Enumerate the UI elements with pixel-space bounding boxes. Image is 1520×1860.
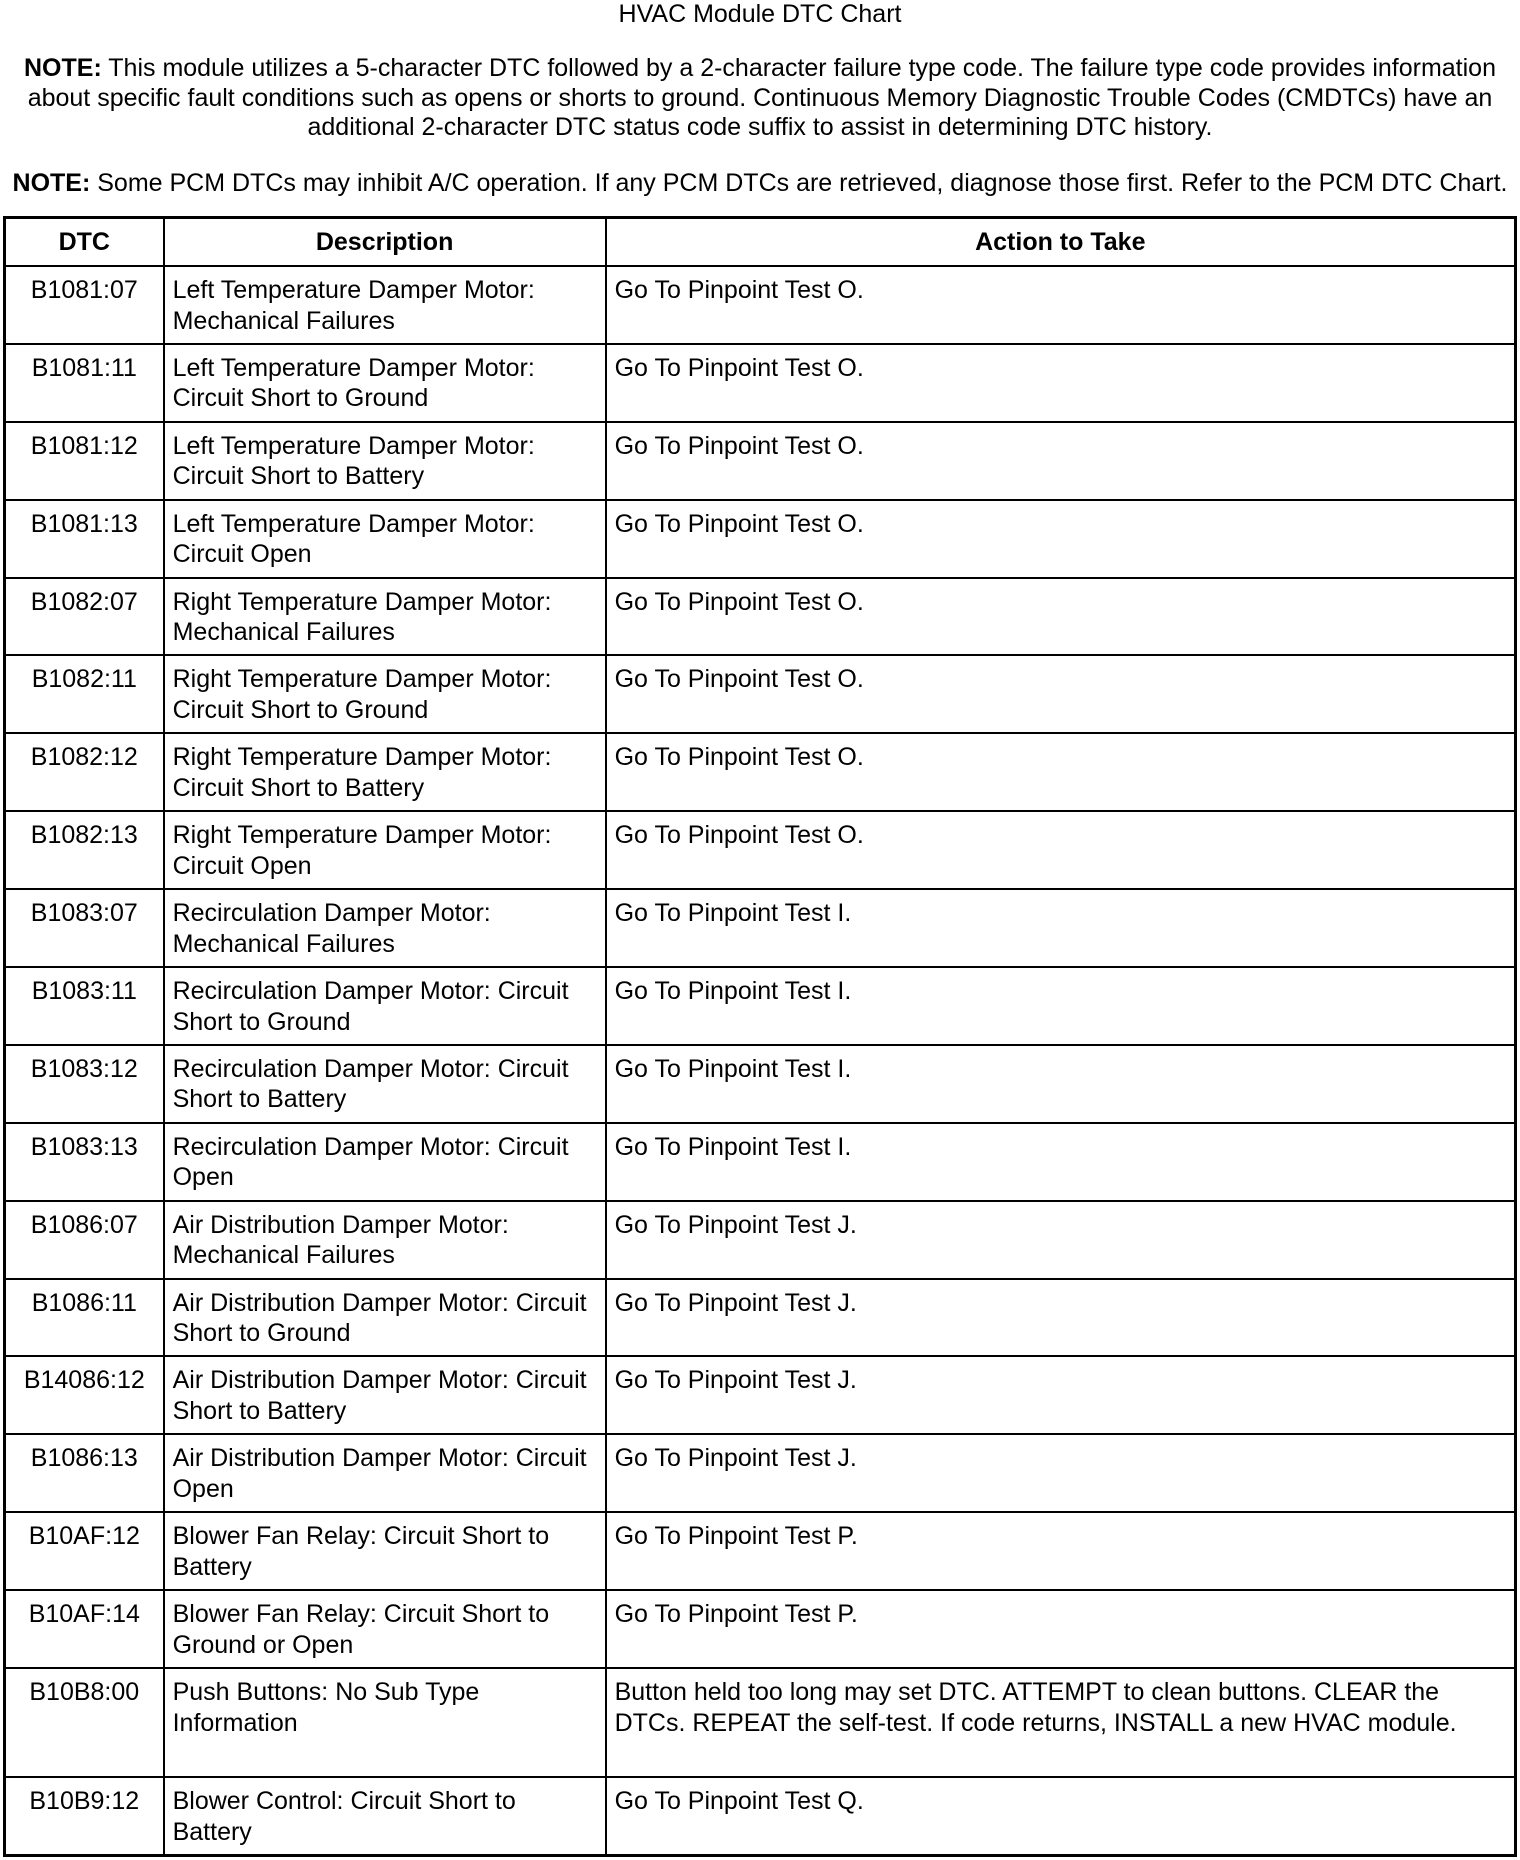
dtc-code-cell: B1081:07 bbox=[6, 267, 165, 343]
action-line: Go To Pinpoint Test P. bbox=[614, 1600, 858, 1629]
column-header-description: Description bbox=[165, 219, 607, 265]
table-row bbox=[6, 579, 1514, 657]
description-line: Circuit Short to Battery bbox=[172, 773, 425, 802]
action-line: Go To Pinpoint Test I. bbox=[614, 1054, 852, 1083]
chart-title: HVAC Module DTC Chart bbox=[618, 0, 902, 28]
dtc-code-cell: B1082:07 bbox=[6, 579, 165, 655]
description-line: Mechanical Failures bbox=[172, 618, 395, 647]
description-cell bbox=[165, 656, 607, 732]
description-cell bbox=[165, 1591, 607, 1667]
note-text: Some PCM DTCs may inhibit A/C operation. If any PCM DTCs are retrieved, diagnose those first. Refer to the PCM DTC Chart. bbox=[97, 169, 1508, 198]
action-line: DTCs. REPEAT the self-test. If code returns, INSTALL a new HVAC module. bbox=[614, 1708, 1457, 1737]
description-cell bbox=[165, 968, 607, 1044]
action-line: Go To Pinpoint Test O. bbox=[614, 353, 864, 382]
action-line: Go To Pinpoint Test J. bbox=[614, 1210, 857, 1239]
action-cell bbox=[607, 1435, 1514, 1511]
description-cell bbox=[165, 1778, 607, 1854]
dtc-code-cell: B1083:12 bbox=[6, 1046, 165, 1122]
action-cell bbox=[607, 1124, 1514, 1200]
action-cell bbox=[607, 1669, 1514, 1776]
description-line: Short to Ground bbox=[172, 1319, 351, 1348]
note-label: NOTE: bbox=[12, 169, 91, 198]
action-cell bbox=[607, 1513, 1514, 1589]
description-cell bbox=[165, 1124, 607, 1200]
table-row bbox=[6, 501, 1514, 579]
dtc-code-cell: B1081:12 bbox=[6, 423, 165, 499]
action-cell bbox=[607, 345, 1514, 421]
description-line: Right Temperature Damper Motor: bbox=[172, 587, 552, 616]
description-line: Short to Battery bbox=[172, 1085, 347, 1114]
description-line: Air Distribution Damper Motor: Circuit bbox=[172, 1366, 587, 1395]
description-line: Circuit Short to Battery bbox=[172, 462, 425, 491]
action-line: Go To Pinpoint Test P. bbox=[614, 1522, 858, 1551]
dtc-code-cell: B1083:07 bbox=[6, 890, 165, 966]
description-cell bbox=[165, 1669, 607, 1776]
dtc-code-cell: B10B8:00 bbox=[6, 1669, 165, 1776]
action-line: Go To Pinpoint Test I. bbox=[614, 1132, 852, 1161]
description-line: Battery bbox=[172, 1817, 252, 1846]
description-line: Mechanical Failures bbox=[172, 1241, 395, 1270]
description-line: Blower Control: Circuit Short to bbox=[172, 1787, 516, 1816]
table-row bbox=[6, 423, 1514, 501]
action-line: Go To Pinpoint Test Q. bbox=[614, 1787, 864, 1816]
action-cell bbox=[607, 1280, 1514, 1356]
table-row bbox=[6, 656, 1514, 734]
description-line: Air Distribution Damper Motor: Circuit bbox=[172, 1288, 587, 1317]
description-cell bbox=[165, 1513, 607, 1589]
description-cell bbox=[165, 1202, 607, 1278]
description-line: Circuit Short to Ground bbox=[172, 384, 429, 413]
description-line: Air Distribution Damper Motor: Circuit bbox=[172, 1444, 587, 1473]
table-row bbox=[6, 1124, 1514, 1202]
action-line: Go To Pinpoint Test O. bbox=[614, 821, 864, 850]
dtc-code-cell: B1083:13 bbox=[6, 1124, 165, 1200]
dtc-code-cell: B10B9:12 bbox=[6, 1778, 165, 1854]
table-row bbox=[6, 267, 1514, 345]
description-line: Recirculation Damper Motor: Circuit bbox=[172, 1054, 569, 1083]
action-cell bbox=[607, 267, 1514, 343]
note-line bbox=[0, 54, 1520, 84]
dtc-code-cell: B1081:13 bbox=[6, 501, 165, 577]
note-line: about specific fault conditions such as opens or shorts to ground. Continuous Memory Diagnostic Trouble Codes (CMDTCs) have an bbox=[27, 83, 1493, 112]
table-row bbox=[6, 1778, 1514, 1854]
description-line: Right Temperature Damper Motor: bbox=[172, 821, 552, 850]
table-row bbox=[6, 1046, 1514, 1124]
description-line: Open bbox=[172, 1163, 234, 1192]
description-line: Push Buttons: No Sub Type bbox=[172, 1678, 480, 1707]
action-cell bbox=[607, 812, 1514, 888]
description-cell bbox=[165, 1435, 607, 1511]
table-header-row bbox=[6, 219, 1514, 267]
description-cell bbox=[165, 579, 607, 655]
action-cell bbox=[607, 656, 1514, 732]
dtc-code-cell: B1082:13 bbox=[6, 812, 165, 888]
dtc-code-cell: B1086:11 bbox=[6, 1280, 165, 1356]
description-line: Recirculation Damper Motor: bbox=[172, 899, 491, 928]
description-line: Blower Fan Relay: Circuit Short to bbox=[172, 1522, 550, 1551]
description-cell bbox=[165, 267, 607, 343]
note-dtc-format bbox=[0, 54, 1520, 143]
table-row bbox=[6, 1435, 1514, 1513]
description-line: Ground or Open bbox=[172, 1630, 354, 1659]
description-line: Mechanical Failures bbox=[172, 929, 395, 958]
action-line: Go To Pinpoint Test J. bbox=[614, 1444, 857, 1473]
action-line: Go To Pinpoint Test J. bbox=[614, 1366, 857, 1395]
note-pcm-dtcs bbox=[0, 169, 1520, 199]
table-row bbox=[6, 968, 1514, 1046]
description-line: Left Temperature Damper Motor: bbox=[172, 509, 535, 538]
description-line: Recirculation Damper Motor: Circuit bbox=[172, 977, 569, 1006]
dtc-table bbox=[3, 216, 1517, 1857]
description-line: Left Temperature Damper Motor: bbox=[172, 276, 535, 304]
table-row bbox=[6, 1357, 1514, 1435]
action-line: Go To Pinpoint Test O. bbox=[614, 743, 864, 772]
dtc-code-cell: B14086:12 bbox=[6, 1357, 165, 1433]
action-cell bbox=[607, 890, 1514, 966]
description-line: Short to Battery bbox=[172, 1396, 347, 1425]
table-row bbox=[6, 890, 1514, 968]
dtc-code-cell: B1082:11 bbox=[6, 656, 165, 732]
description-cell bbox=[165, 1357, 607, 1433]
description-cell bbox=[165, 812, 607, 888]
description-cell bbox=[165, 423, 607, 499]
column-header-action: Action to Take bbox=[975, 227, 1146, 256]
description-line: Right Temperature Damper Motor: bbox=[172, 743, 552, 772]
action-cell bbox=[607, 1046, 1514, 1122]
description-cell bbox=[165, 890, 607, 966]
description-line: Mechanical Failures bbox=[172, 306, 395, 335]
action-line: Go To Pinpoint Test O. bbox=[614, 509, 864, 538]
action-line: Go To Pinpoint Test O. bbox=[614, 431, 864, 460]
action-cell bbox=[607, 579, 1514, 655]
dtc-code-cell: B1083:11 bbox=[6, 968, 165, 1044]
action-line: Go To Pinpoint Test I. bbox=[614, 977, 852, 1006]
note-label: NOTE: bbox=[24, 54, 102, 82]
note-line bbox=[0, 169, 1520, 199]
action-line: Go To Pinpoint Test I. bbox=[614, 899, 852, 928]
dtc-code-cell: B10AF:12 bbox=[6, 1513, 165, 1589]
table-row bbox=[6, 1591, 1514, 1669]
description-line: Left Temperature Damper Motor: bbox=[172, 431, 535, 460]
description-cell bbox=[165, 501, 607, 577]
action-cell bbox=[607, 423, 1514, 499]
action-line: Go To Pinpoint Test O. bbox=[614, 276, 864, 304]
table-row bbox=[6, 1202, 1514, 1280]
table-row bbox=[6, 1513, 1514, 1591]
table-row bbox=[6, 1280, 1514, 1358]
description-cell bbox=[165, 345, 607, 421]
description-line: Air Distribution Damper Motor: bbox=[172, 1210, 509, 1239]
column-header-dtc: DTC bbox=[6, 219, 165, 265]
description-line: Circuit Short to Ground bbox=[172, 695, 429, 724]
action-line: Go To Pinpoint Test J. bbox=[614, 1288, 857, 1317]
action-cell bbox=[607, 1778, 1514, 1854]
description-line: Blower Fan Relay: Circuit Short to bbox=[172, 1600, 550, 1629]
action-cell bbox=[607, 734, 1514, 810]
action-line: Go To Pinpoint Test O. bbox=[614, 665, 864, 694]
action-cell bbox=[607, 1591, 1514, 1667]
table-body bbox=[6, 267, 1514, 1854]
description-line: Battery bbox=[172, 1552, 252, 1581]
description-line: Recirculation Damper Motor: Circuit bbox=[172, 1132, 569, 1161]
note-line: additional 2-character DTC status code suffix to assist in determining DTC history. bbox=[307, 113, 1213, 142]
dtc-code-cell: B1082:12 bbox=[6, 734, 165, 810]
description-cell bbox=[165, 1280, 607, 1356]
table-row bbox=[6, 812, 1514, 890]
action-cell bbox=[607, 1202, 1514, 1278]
table-row bbox=[6, 734, 1514, 812]
action-line: Button held too long may set DTC. ATTEMPT to clean buttons. CLEAR the bbox=[614, 1678, 1440, 1707]
description-line: Right Temperature Damper Motor: bbox=[172, 665, 552, 694]
action-line: Go To Pinpoint Test O. bbox=[614, 587, 864, 616]
dtc-code-cell: B1081:11 bbox=[6, 345, 165, 421]
action-cell bbox=[607, 968, 1514, 1044]
description-cell bbox=[165, 1046, 607, 1122]
dtc-code-cell: B1086:13 bbox=[6, 1435, 165, 1511]
description-line: Information bbox=[172, 1708, 298, 1737]
description-line: Circuit Open bbox=[172, 540, 312, 569]
table-row bbox=[6, 1669, 1514, 1778]
description-cell bbox=[165, 734, 607, 810]
action-cell bbox=[607, 1357, 1514, 1433]
dtc-code-cell: B10AF:14 bbox=[6, 1591, 165, 1667]
note-text: This module utilizes a 5-character DTC followed by a 2-character failure type code. The failure type code provides information bbox=[108, 54, 1496, 82]
description-line: Circuit Open bbox=[172, 851, 312, 880]
description-line: Left Temperature Damper Motor: bbox=[172, 353, 535, 382]
action-cell bbox=[607, 501, 1514, 577]
table-row bbox=[6, 345, 1514, 423]
description-line: Short to Ground bbox=[172, 1007, 351, 1036]
dtc-code-cell: B1086:07 bbox=[6, 1202, 165, 1278]
description-line: Open bbox=[172, 1474, 234, 1503]
